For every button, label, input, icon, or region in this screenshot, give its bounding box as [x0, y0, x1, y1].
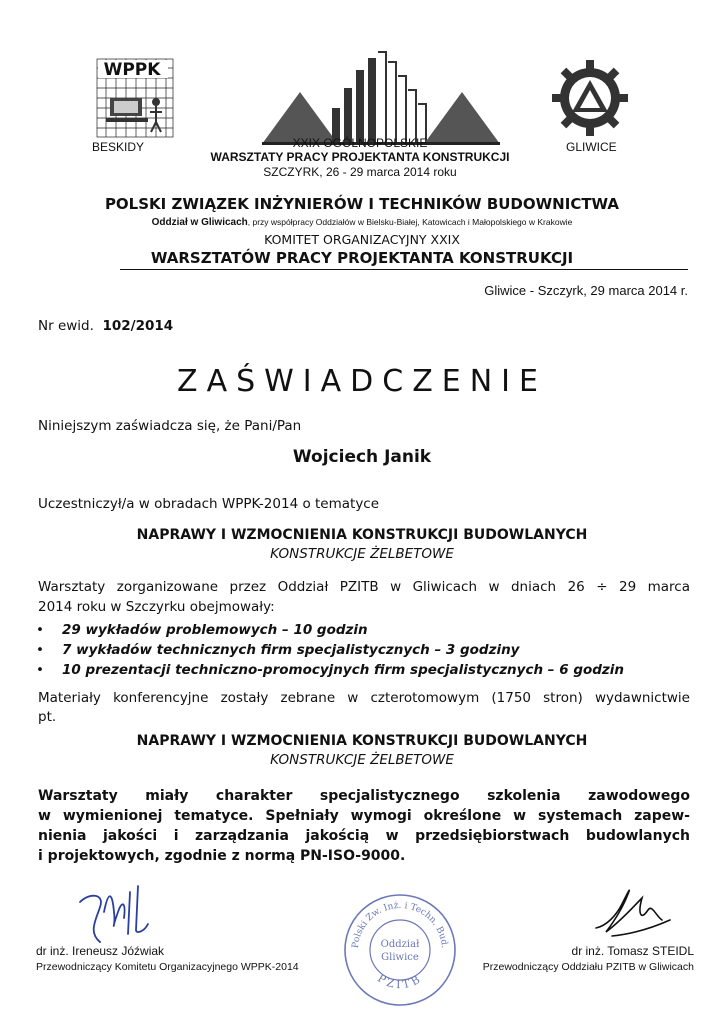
label-gliwice: GLIWICE	[566, 140, 617, 154]
stamp-center-1: Oddział	[380, 939, 420, 950]
stamp-bottom-text: PZITB	[375, 971, 425, 992]
org-workshops: WARSZTATÓW PRACY PROJEKTANTA KONSTRUKCJI	[150, 249, 574, 267]
pzitb-gear-logo	[552, 60, 628, 136]
topic2-sub: KONSTRUKCJE ŻELBETOWE	[270, 752, 454, 768]
statement-line: w wymienionej tematyce. Spełniały wymogi określone w systemach zapew-	[38, 808, 690, 824]
organized-line-2: 2014 roku w Szczyrku obejmowały:	[38, 599, 275, 615]
label-beskidy: BESKIDY	[92, 140, 145, 154]
event-line-1: XXIX OGÓLNOPOLSKIE	[292, 136, 428, 150]
signer-right-role: Przewodniczący Oddziału PZITB w Gliwicach	[482, 961, 694, 973]
materials-line-2: pt.	[38, 709, 57, 725]
svg-text:PZITB	[375, 972, 425, 992]
mountains-emblem	[262, 48, 500, 146]
statement	[38, 786, 690, 866]
signer-left-name: dr inż. Ireneusz Jóźwiak	[36, 944, 165, 958]
organized-line-1: Warsztaty zorganizowane przez Oddział PZITB w Gliwicach w dniach 26 ÷ 29 marca	[38, 579, 690, 595]
signature-right	[582, 876, 682, 946]
stamp-ring-text: Polski Zw. Inż. i Techn. Bud.	[350, 900, 449, 949]
statement-line: nienia jakości i zarządzania jakością w przedsiębiorstwach budowlanych	[38, 828, 690, 844]
document-title: ZAŚWIADCZENIE	[177, 364, 547, 399]
registry-value: 102/2014	[102, 318, 174, 334]
org-branch-bold: Oddział w Gliwicach	[151, 217, 248, 228]
lecture-list	[62, 620, 624, 680]
signature-left	[60, 872, 170, 952]
person-name: Wojciech Janik	[292, 447, 432, 467]
registry-label: Nr ewid.	[38, 318, 94, 334]
org-committee: KOMITET ORGANIZACYJNY XXIX	[264, 232, 460, 247]
wppk-logo-text: WPPK	[103, 60, 161, 80]
signer-right-name: dr inż. Tomasz STEIDL	[571, 944, 694, 958]
event-line-2: WARSZTATY PRACY PROJEKTANTA KONSTRUKCJI	[210, 150, 510, 164]
intro-text: Niniejszym zaświadcza się, że Pani/Pan	[38, 418, 302, 434]
participated-text: Uczestniczył/a w obradach WPPK-2014 o tematyce	[38, 496, 380, 512]
materials-line-1: Materiały konferencyjne zostały zebrane w czterotomowym (1750 stron) wydawnictwie	[38, 690, 690, 706]
official-stamp	[340, 890, 460, 1010]
list-item: • 7 wykładów technicznych firm specjalistycznych – 3 godziny	[62, 640, 624, 660]
topic-sub: KONSTRUKCJE ŻELBETOWE	[270, 546, 454, 562]
statement-line: i projektowych, zgodnie z normą PN-ISO-9000.	[38, 848, 406, 864]
org-branch-rest: , przy współpracy Oddziałów w Bielsku-Białej, Katowicach i Małopolskiego w Krakowie	[247, 217, 573, 227]
org-branch	[60, 217, 664, 228]
topic-main: NAPRAWY I WZMOCNIENIA KONSTRUKCJI BUDOWLANYCH	[136, 527, 588, 543]
header-rule	[120, 269, 688, 270]
stamp-center-2: Gliwice	[381, 952, 419, 963]
event-line-3: SZCZYRK, 26 - 29 marca 2014 roku	[263, 165, 457, 179]
wppk-logo	[96, 58, 174, 138]
place-date: Gliwice - Szczyrk, 29 marca 2014 r.	[484, 283, 688, 298]
list-item: • 29 wykładów problemowych – 10 godzin	[62, 620, 624, 640]
list-item: • 10 prezentacji techniczno-promocyjnych firm specjalistycznych – 6 godzin	[62, 660, 624, 680]
signer-left-role: Przewodniczący Komitetu Organizacyjnego WPPK-2014	[36, 961, 299, 973]
org-name: POLSKI ZWIĄZEK INŻYNIERÓW I TECHNIKÓW BUDOWNICTWA	[104, 195, 620, 213]
statement-line: Warsztaty miały charakter specjalistycznego szkolenia zawodowego	[38, 788, 690, 804]
registry-number	[38, 318, 173, 334]
topic2-main: NAPRAWY I WZMOCNIENIA KONSTRUKCJI BUDOWLANYCH	[136, 733, 588, 749]
